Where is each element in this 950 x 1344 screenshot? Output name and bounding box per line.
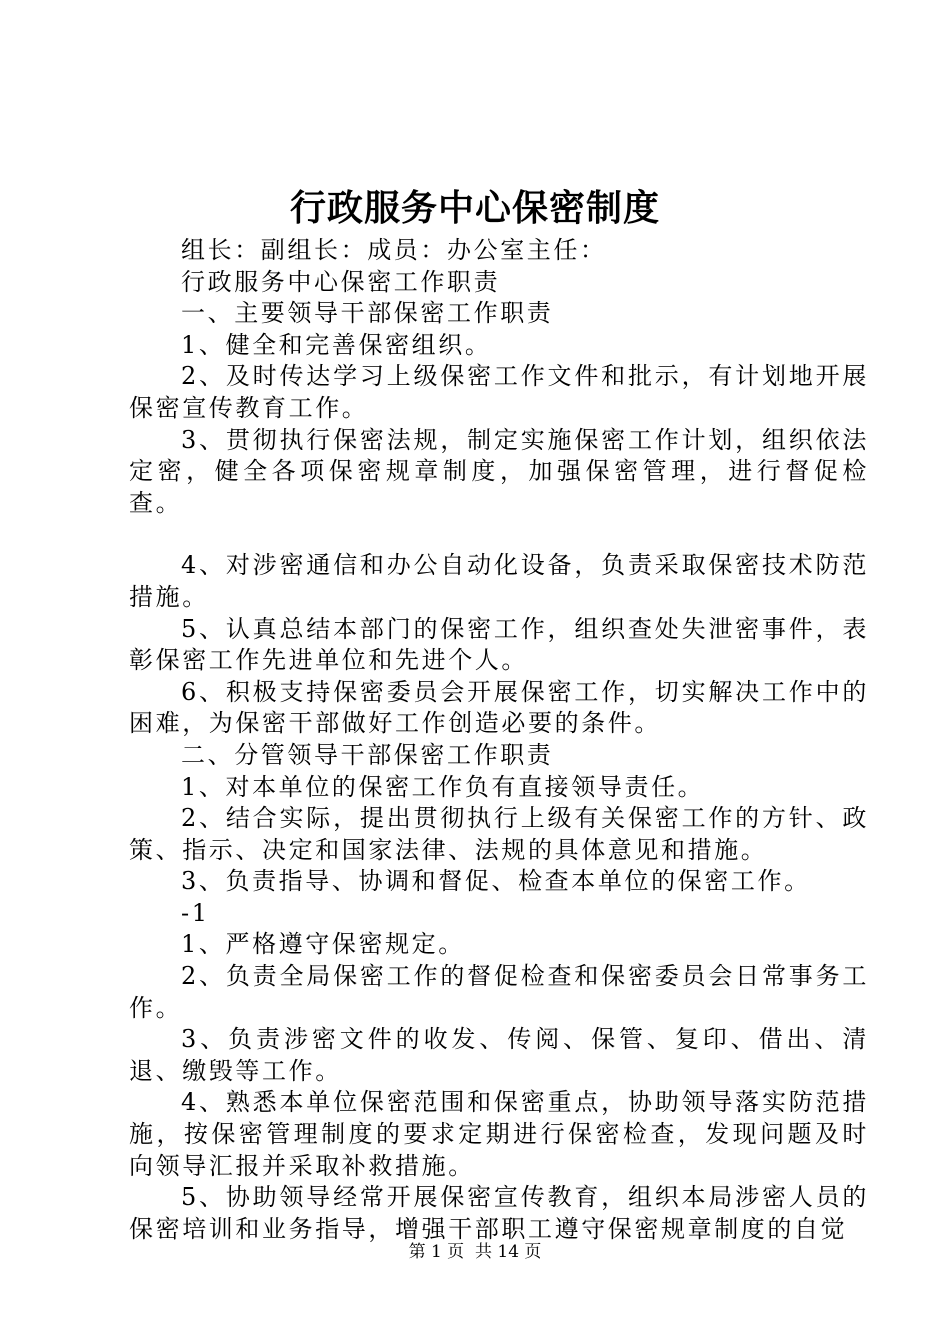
paragraph-item: 1、健全和完善保密组织。 bbox=[181, 330, 492, 359]
paragraph-heading-duties: 行政服务中心保密工作职责 bbox=[181, 267, 501, 296]
paragraph-item: 4、对涉密通信和办公自动化设备，负责采取保密技术防范措施。 bbox=[129, 551, 869, 611]
paragraph-item: 1、严格遵守保密规定。 bbox=[181, 930, 465, 959]
paragraph-item: 6、积极支持保密委员会开展保密工作，切实解决工作中的困难，为保密干部做好工作创造必要的条件。 bbox=[129, 677, 869, 738]
paragraph-item: 3、贯彻执行保密法规，制定实施保密工作计划，组织依法定密，健全各项保密规章制度，加强保密管理，进行督促检查。 bbox=[129, 425, 869, 517]
paragraph-marker: -1 bbox=[181, 898, 210, 927]
paragraph-item: 5、协助领导经常开展保密宣传教育，组织本局涉密人员的保密培训和业务指导，增强干部职工遵守保密规章制度的自觉 bbox=[129, 1183, 869, 1243]
paragraph-item: 5、认真总结本部门的保密工作，组织查处失泄密事件，表彰保密工作先进单位和先进个人。 bbox=[129, 614, 869, 675]
paragraph-item: 4、熟悉本单位保密范围和保密重点，协助领导落实防范措施，按保密管理制度的要求定期进行保密检查，发现问题及时向领导汇报并采取补救措施。 bbox=[129, 1088, 869, 1180]
document-title: 行政服务中心保密制度 bbox=[289, 187, 660, 229]
paragraph-item: 2、及时传达学习上级保密工作文件和批示，有计划地开展保密宣传教育工作。 bbox=[129, 362, 869, 422]
paragraph-item: 2、结合实际，提出贯彻执行上级有关保密工作的方针、政策、指示、决定和国家法律、法规的具体意见和措施。 bbox=[129, 804, 869, 864]
page-footer bbox=[0, 1240, 950, 1264]
paragraph-item: 1、对本单位的保密工作负有直接领导责任。 bbox=[181, 772, 705, 801]
paragraph-members: 组长：副组长：成员：办公室主任： bbox=[181, 236, 607, 264]
paragraph-section-1-heading: 一、主要领导干部保密工作职责 bbox=[181, 299, 554, 328]
paragraph-item: 3、负责涉密文件的收发、传阅、保管、复印、借出、清退、缴毁等工作。 bbox=[129, 1025, 869, 1085]
page-number-label: 第 1 页 共 14 页 bbox=[408, 1242, 542, 1262]
paragraph-item: 2、负责全局保密工作的督促检查和保密委员会日常事务工作。 bbox=[129, 962, 869, 1022]
document-body bbox=[129, 235, 869, 1245]
paragraph-item: 3、负责指导、协调和督促、检查本单位的保密工作。 bbox=[181, 867, 811, 896]
paragraph-section-2-heading: 二、分管领导干部保密工作职责 bbox=[181, 740, 554, 769]
